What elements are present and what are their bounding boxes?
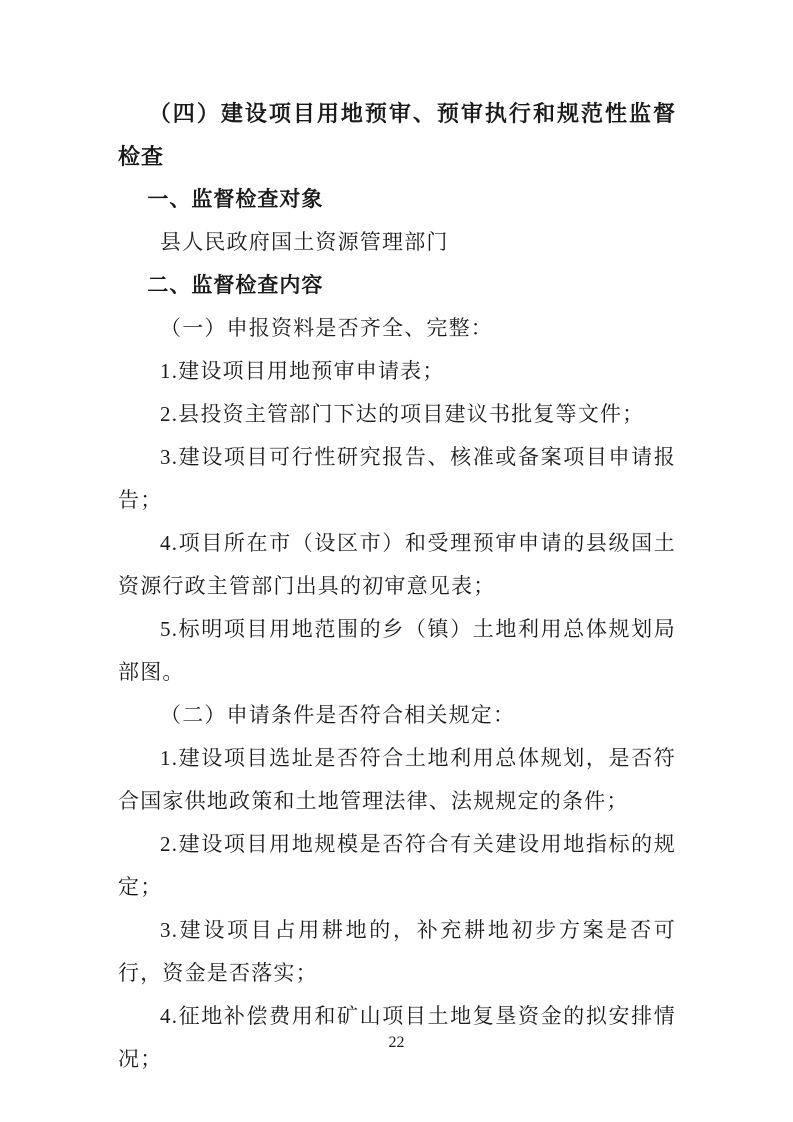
list-item: 4.征地补偿费用和矿山项目土地复垦资金的拟安排情况； bbox=[118, 1004, 676, 1071]
list-item: 1.建设项目选址是否符合土地利用总体规划，是否符合国家供地政策和土地管理法律、法规规定的条件； bbox=[118, 746, 676, 813]
list-item: 3.建设项目可行性研究报告、核准或备案项目申请报告； bbox=[118, 445, 676, 512]
list-item: 1.建设项目用地预审申请表； bbox=[160, 359, 445, 383]
section-title: （四）建设项目用地预审、预审执行和规范性监督检查 bbox=[118, 101, 676, 169]
paragraph: 县人民政府国土资源管理部门 bbox=[160, 230, 449, 254]
page-number: 22 bbox=[388, 1034, 405, 1051]
document-body bbox=[118, 92, 676, 1081]
list-item: 4.项目所在市（设区市）和受理预审申请的县级国土资源行政主管部门出具的初审意见表； bbox=[118, 531, 676, 598]
list-item: 5.标明项目用地范围的乡（镇）土地利用总体规划局部图。 bbox=[118, 617, 676, 684]
heading-inspection-content: 二、监督检查内容 bbox=[147, 274, 324, 297]
list-item: 2.县投资主管部门下达的项目建议书批复等文件； bbox=[160, 402, 645, 426]
list-item: 2.建设项目用地规模是否符合有关建设用地指标的规定； bbox=[118, 832, 676, 899]
list-item: 3.建设项目占用耕地的，补充耕地初步方案是否可行，资金是否落实； bbox=[118, 918, 676, 985]
paragraph: （一）申报资料是否齐全、完整： bbox=[160, 316, 493, 340]
paragraph: （二）申请条件是否符合相关规定： bbox=[160, 703, 516, 727]
heading-inspection-target: 一、监督检查对象 bbox=[147, 188, 324, 211]
